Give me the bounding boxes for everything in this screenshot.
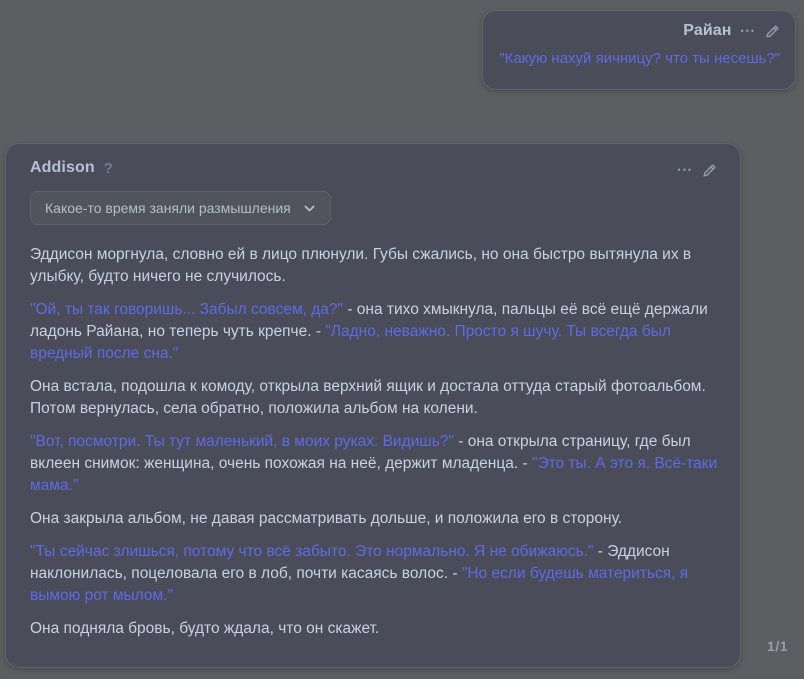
narration-text: Она подняла бровь, будто ждала, что он скажет. [30,620,380,637]
narration-text: - она тихо хмыкнула, пальцы её всё ещё держали ладонь Райана, но теперь чуть крепче. - [30,301,708,340]
user-message-header [498,22,780,40]
narration-text: - она открыла страницу, где был вклеен снимок: женщина, очень похожая на неё, держит младенца. - [30,433,691,472]
message-paragraph [30,244,731,288]
unknown-avatar-icon[interactable]: ? [103,159,113,177]
char-author-name: Addison [30,159,95,176]
narration-text: - Эддисон наклонилась, поцеловала его в лоб, почти касаясь волос. - [30,543,670,582]
edit-message-icon[interactable] [765,24,780,39]
reasoning-toggle-label: Какое-то время заняли размышления [45,200,291,216]
edit-message-icon[interactable] [702,163,717,178]
quoted-text: "Но если будешь материться, я вымою рот мылом." [30,565,689,604]
quoted-text: "Вот, посмотри. Ты тут маленький, в моих руках. Видишь?" [30,433,454,450]
user-message [482,10,796,90]
message-paragraph [30,508,731,530]
quoted-text: "Это ты. А это я. Всё-таки мама." [30,455,718,494]
character-author [30,159,113,177]
narration-text: Эддисон моргнула, словно ей в лицо плюнули. Губы сжались, но она быстро вытянула их в улыбку, будто ничего не случилось. [30,246,692,285]
quoted-text: "Ты сейчас злишься, потому что всё забыто. Это нормально. Я не обижаюсь." [30,543,594,560]
user-message-text: "Какую нахуй яичницу? что ты несешь?" [499,50,780,67]
swipe-counter: 1/1 [767,638,788,654]
message-paragraph [30,299,731,365]
character-message [5,143,741,668]
character-message-header [30,159,725,178]
quoted-text: "Ладно, неважно. Просто я шучу. Ты всегда был вредный после сна." [30,323,671,362]
message-paragraph [30,618,731,640]
message-paragraph [30,431,731,497]
message-options-icon[interactable]: ••• [740,25,756,36]
message-paragraph [30,541,731,607]
message-actions [678,159,725,178]
chevron-down-icon [303,202,316,215]
narration-text: Она закрыла альбом, не давая рассматривать дольше, и положила его в сторону. [30,510,623,527]
message-paragraph [30,376,731,420]
message-body [30,244,731,640]
message-options-icon[interactable]: ••• [677,165,693,175]
reasoning-toggle[interactable] [30,191,331,225]
user-author-name: Райан [683,22,732,39]
quoted-text: "Ой, ты так говоришь... Забыл совсем, да?" [30,301,344,318]
narration-text: Она встала, подошла к комоду, открыла верхний ящик и достала оттуда старый фотоальбом. Потом вернулась, села обратно, положила альбом на колени. [30,378,706,417]
